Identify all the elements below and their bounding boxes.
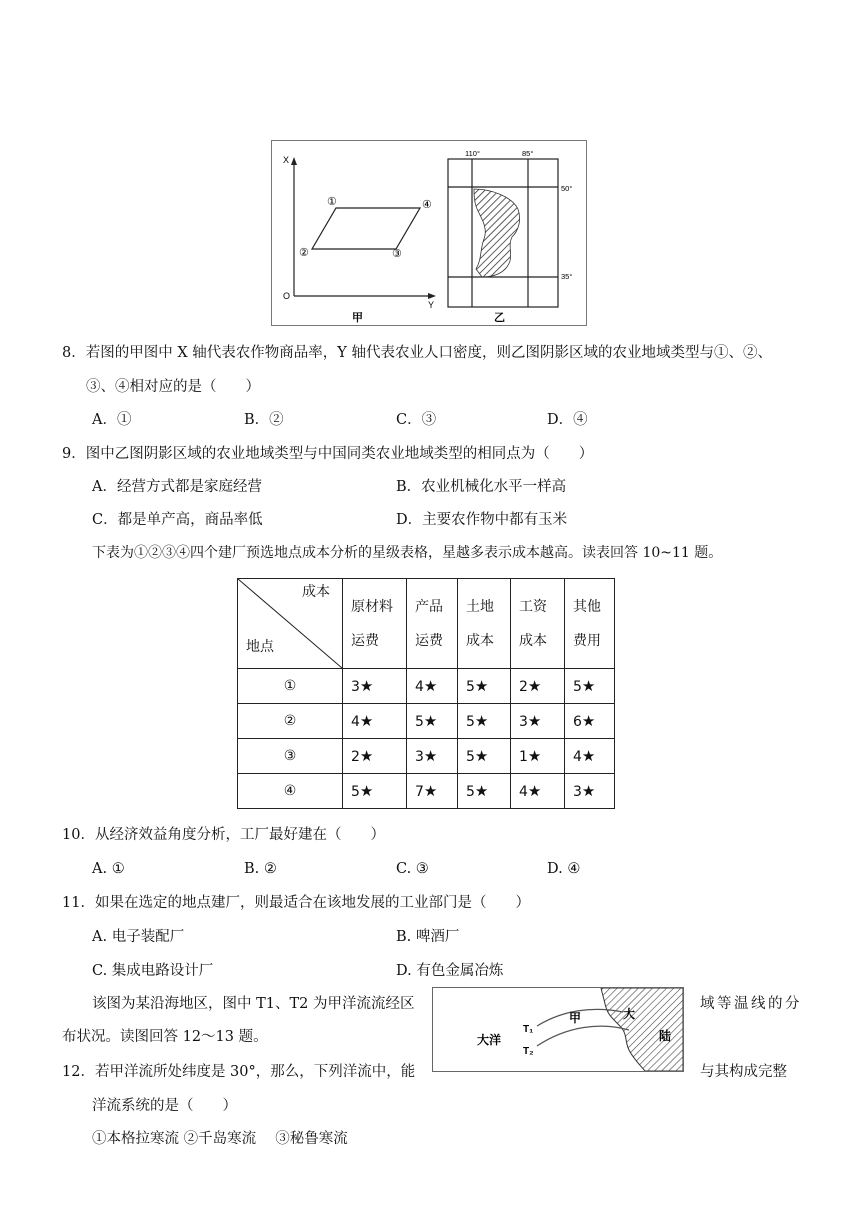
land-label-2: 陆 <box>659 1029 672 1043</box>
jia-origin-label: O <box>283 291 291 301</box>
table-row: ③ 2★ 3★ 5★ 1★ 4★ <box>238 739 615 774</box>
header-wage-cost: 工资 成本 <box>511 579 565 669</box>
q11-option-d: D. 有色金属冶炼 <box>396 963 504 979</box>
q11-stem: 11．如果在选定的地点建厂，则最适合在该地发展的工业部门是（ ） <box>62 895 530 911</box>
corner-label-site: 地点 <box>246 639 274 655</box>
q11-option-c: C. 集成电路设计厂 <box>92 963 214 979</box>
jia-axis-y-label: Y <box>428 300 435 310</box>
q12-stem-right: 与其构成完整 <box>700 1064 787 1080</box>
corner-label-cost: 成本 <box>302 584 330 600</box>
table-intro: 下表为①②③④四个建厂预选地点成本分析的星级表格，星越多表示成本越高。读表回答 10~11 题。 <box>92 545 723 561</box>
q10-option-a: A. ① <box>92 861 125 877</box>
q8-stem-line2: ③、④相对应的是（ ） <box>86 379 260 395</box>
q8-stem-line1: 8．若图的甲图中 X 轴代表农作物商品率，Y 轴代表农业人口密度，则乙图阴影区域的农业地域类型与①、②、 <box>62 345 772 361</box>
q8-option-d: D．④ <box>547 412 588 428</box>
q12-stem-left: 12．若甲洋流所处纬度是 30°，那么，下列洋流中，能 <box>62 1064 416 1080</box>
q9-stem: 9．图中乙图阴影区域的农业地域类型与中国同类农业地域类型的相同点为（ ） <box>62 446 594 462</box>
ocean-intro-line2: 布状况。读图回答 12～13 题。 <box>62 1029 268 1045</box>
table-row: ④ 5★ 7★ 5★ 4★ 3★ <box>238 774 615 809</box>
yi-shaded-region <box>474 189 520 277</box>
site-cell: ③ <box>238 739 343 774</box>
table-row: ① 3★ 4★ 5★ 2★ 5★ <box>238 669 615 704</box>
ocean-label: 大洋 <box>477 1033 502 1047</box>
jia-point-2: ② <box>299 246 309 259</box>
ocean-intro-line1-left: 该图为某沿海地区，图中 T1、T2 为甲洋流流经区 <box>92 996 415 1012</box>
table-corner-cell <box>238 579 343 669</box>
q10-option-b: B. ② <box>244 861 277 877</box>
site-cell: ① <box>238 669 343 704</box>
site-cell: ② <box>238 704 343 739</box>
yi-lon-110: 110° <box>465 149 480 158</box>
yi-lat-50: 50° <box>561 184 573 193</box>
q9-option-c: C．都是单产高，商品率低 <box>92 512 263 528</box>
jia-axis-x-label: X <box>283 155 290 165</box>
q9-option-b: B．农业机械化水平一样高 <box>396 479 567 495</box>
jia-yi-diagram <box>272 141 586 325</box>
jia-caption: 甲 <box>352 311 363 324</box>
header-raw-material-freight: 原材料 运费 <box>343 579 407 669</box>
isotherm-t2 <box>537 1026 629 1046</box>
figure-jia-yi <box>271 140 587 326</box>
cost-table <box>237 578 615 809</box>
q9-option-a: A．经营方式都是家庭经营 <box>92 479 262 495</box>
land-label-1: 大 <box>623 1007 636 1021</box>
site-cell: ④ <box>238 774 343 809</box>
current-jia-label: 甲 <box>569 1011 582 1025</box>
jia-parallelogram <box>312 208 420 249</box>
jia-point-4: ④ <box>422 198 432 211</box>
q8-option-a: A．① <box>92 412 132 428</box>
ocean-current-diagram <box>433 988 683 1071</box>
q9-option-d: D．主要农作物中都有玉米 <box>396 512 568 528</box>
q10-option-c: C. ③ <box>396 861 429 877</box>
ocean-current-figure <box>432 987 684 1072</box>
q10-stem: 10．从经济效益角度分析，工厂最好建在（ ） <box>62 827 385 843</box>
q11-option-a: A. 电子装配厂 <box>92 929 185 945</box>
isotherm-t1-label: T₁ <box>523 1024 534 1035</box>
q12-choices: ①本格拉寒流 ②千岛寒流 ③秘鲁寒流 <box>92 1131 348 1147</box>
q8-option-b: B．② <box>244 412 284 428</box>
isotherm-t2-label: T₂ <box>523 1046 534 1057</box>
ocean-intro-line1-right: 域等温线的分 <box>700 996 802 1012</box>
header-other-fees: 其他 费用 <box>565 579 615 669</box>
q12-stem-line2: 洋流系统的是（ ） <box>92 1098 237 1114</box>
yi-lat-35: 35° <box>561 272 573 281</box>
header-product-freight: 产品 运费 <box>407 579 458 669</box>
header-land-cost: 土地 成本 <box>458 579 511 669</box>
q10-option-d: D. ④ <box>547 861 581 877</box>
yi-caption: 乙 <box>494 311 505 324</box>
q8-option-c: C．③ <box>396 412 437 428</box>
q11-option-b: B. 啤酒厂 <box>396 929 460 945</box>
jia-point-1: ① <box>327 195 337 208</box>
jia-point-3: ③ <box>392 247 402 260</box>
table-row: ② 4★ 5★ 5★ 3★ 6★ <box>238 704 615 739</box>
yi-lon-85: 85° <box>522 149 534 158</box>
